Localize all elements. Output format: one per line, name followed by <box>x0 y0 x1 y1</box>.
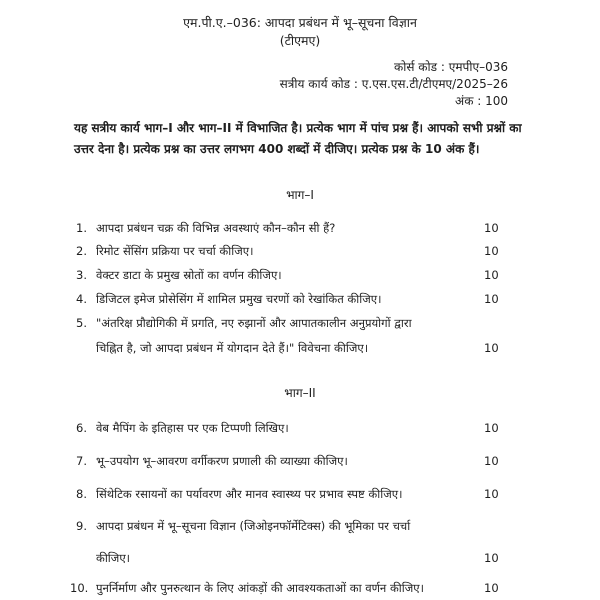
document-title: एम.पी.ए.–036: आपदा प्रबंधन में भू–सूचना विज्ञान <box>183 15 417 30</box>
question-number: 1. <box>76 221 87 235</box>
question-text-line1: "अंतरिक्ष प्रौद्योगिकी में प्रगति, नए रुझानों और आपातकालीन अनुप्रयोगों द्वारा <box>96 316 412 330</box>
instructions-paragraph: यह सत्रीय कार्य भाग–I और भाग–II में विभाजित है। प्रत्येक भाग में पांच प्रश्न हैं। आपको सभी प्रश्नों का उत्तर देना है। प्रत्येक प्रश्न का उत्तर लगभग 400 शब्दों में दीजिए। प्रत्येक प्रश्न के 10 अंक हैं। <box>74 121 522 156</box>
question-text: भू–उपयोग भू–आवरण वर्गीकरण प्रणाली की व्याख्या कीजिए। <box>96 454 348 468</box>
assignment-code: सत्रीय कार्य कोड : ए.एस.एस.टी/टीएमए/2025–26 <box>279 77 508 91</box>
part-1-heading: भाग–I <box>286 188 314 202</box>
question-marks: 10 <box>484 551 499 565</box>
question-number: 5. <box>76 316 87 330</box>
question-marks: 10 <box>484 341 499 355</box>
question-text: पुनर्निर्माण और पुनरुत्थान के लिए आंकड़ों की आवश्यकताओं का वर्णन कीजिए। <box>96 581 425 595</box>
part-2-heading: भाग–II <box>284 386 316 400</box>
question-number: 2. <box>76 244 87 258</box>
question-text-line2: चिह्नित है, जो आपदा प्रबंधन में योगदान देते हैं।" विवेचना कीजिए। <box>96 341 369 355</box>
question-text: आपदा प्रबंधन चक्र की विभिन्न अवस्थाएं कौन–कौन सी हैं? <box>96 221 336 235</box>
question-text: रिमोट सेंसिंग प्रक्रिया पर चर्चा कीजिए। <box>96 244 254 258</box>
question-marks: 10 <box>484 581 499 595</box>
question-number: 7. <box>76 454 87 468</box>
document-subtitle: (टीएमए) <box>279 33 321 48</box>
question-number: 3. <box>76 268 87 282</box>
course-code: कोर्स कोड : एमपीए–036 <box>394 60 508 74</box>
total-marks: अंक : 100 <box>455 94 508 108</box>
question-marks: 10 <box>484 268 499 282</box>
question-number: 6. <box>76 421 87 435</box>
question-marks: 10 <box>484 487 499 501</box>
question-marks: 10 <box>484 221 499 235</box>
question-marks: 10 <box>484 454 499 468</box>
question-marks: 10 <box>484 292 499 306</box>
question-number: 4. <box>76 292 87 306</box>
question-text: वेक्टर डाटा के प्रमुख स्रोतों का वर्णन कीजिए। <box>96 268 282 282</box>
question-text: सिंथेटिक रसायनों का पर्यावरण और मानव स्वास्थ्य पर प्रभाव स्पष्ट कीजिए। <box>96 487 403 501</box>
question-text-line2: कीजिए। <box>96 551 131 565</box>
question-number: 8. <box>76 487 87 501</box>
question-number: 9. <box>76 519 87 533</box>
question-marks: 10 <box>484 421 499 435</box>
question-text: डिजिटल इमेज प्रोसेसिंग में शामिल प्रमुख चरणों को रेखांकित कीजिए। <box>96 292 382 306</box>
question-marks: 10 <box>484 244 499 258</box>
question-text: वेब मैपिंग के इतिहास पर एक टिप्पणी लिखिए। <box>96 421 289 435</box>
question-number: 10. <box>70 581 89 595</box>
question-text-line1: आपदा प्रबंधन में भू–सूचना विज्ञान (जिओइनफॉर्मेटिक्स) की भूमिका पर चर्चा <box>96 519 411 533</box>
